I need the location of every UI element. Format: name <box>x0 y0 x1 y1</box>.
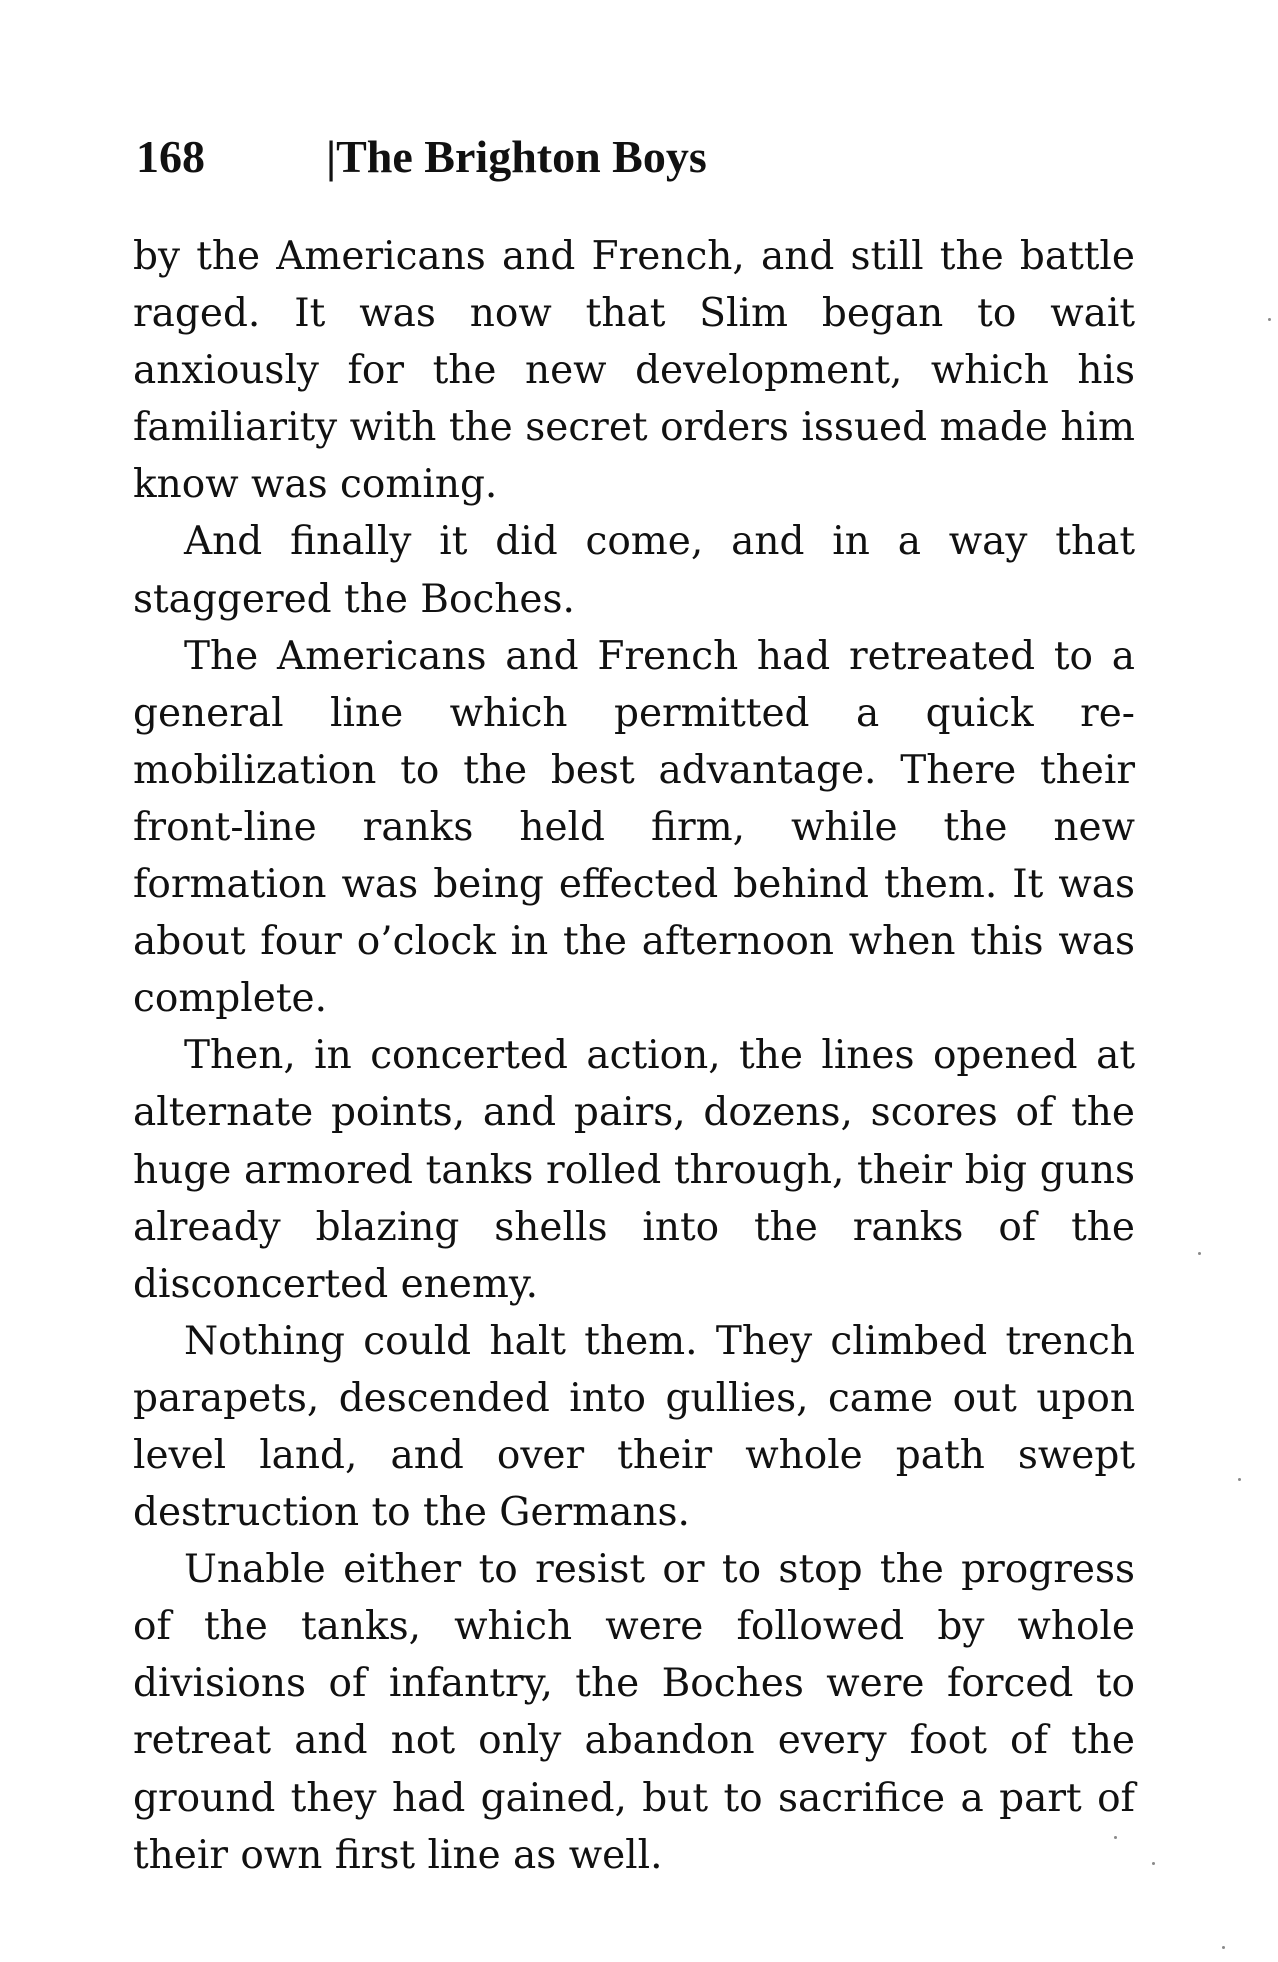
paragraph-continued: by the Americans and French, and still the battle raged. It was now that Slim began to wait anxiously for the new development, which his familiarity with the secret orders issued made him know was coming. <box>133 234 1135 508</box>
paragraph: Unable either to resist or to stop the progress of the tanks, which were followed by whole divisions of infantry, the Boches were forced to retreat and not only abandon every foot of the ground they had gained, but to sacrifice a part of their own first line as well. <box>133 1547 1135 1878</box>
running-head <box>136 122 1136 192</box>
page-number: 168 <box>136 131 205 182</box>
scan-speck <box>1198 1252 1201 1255</box>
scan-speck <box>1238 1478 1241 1481</box>
scan-speck <box>1222 1946 1225 1949</box>
paragraph: Then, in concerted action, the lines opened at alternate points, and pairs, dozens, scores of the huge armored tanks rolled through, their big guns already blazing shells into the ranks of the disconcerted enemy. <box>133 1033 1135 1307</box>
scan-speck <box>1114 1836 1117 1839</box>
book-title: |The Brighton Boys <box>326 131 707 182</box>
scan-speck <box>1152 1862 1155 1865</box>
paragraph: Nothing could halt them. They climbed trench parapets, descended into gullies, came out upon level land, and over their whole path swept destruction to the Germans. <box>133 1318 1135 1536</box>
body-text <box>133 228 1135 1884</box>
paragraph: The Americans and French had retreated to a general line which permitted a quick re-mobilization to the best advantage. There their front-line ranks held firm, while the new formation was being effected behind them. It was about four o’clock in the afternoon when this was complete. <box>133 633 1135 1022</box>
paragraph: And finally it did come, and in a way that staggered the Boches. <box>133 519 1135 622</box>
scan-speck <box>1268 318 1271 321</box>
